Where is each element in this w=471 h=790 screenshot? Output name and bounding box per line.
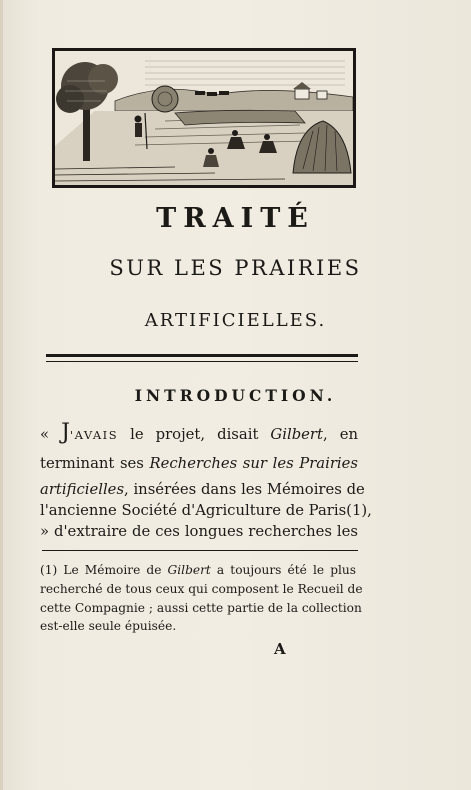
body-text: , en <box>322 426 358 443</box>
page-title: TRAITÉ <box>156 203 315 234</box>
body-line-5: » d'extraire de ces longues recherches les <box>40 523 358 540</box>
vignette-illustration <box>55 51 353 185</box>
title-line-3: ARTIFICIELLES. <box>144 310 327 331</box>
footnote-line-4: est-elle seule épuisée. <box>40 619 177 633</box>
body-line-1 <box>40 420 358 445</box>
body-line-2 <box>40 455 358 473</box>
section-heading: INTRODUCTION. <box>134 386 337 405</box>
footnote-text: a toujours été le plus <box>210 563 356 577</box>
body-line-3 <box>40 481 365 499</box>
body-line-4: l'ancienne Société d'Agriculture de Paris(1), <box>40 502 372 519</box>
footnote-line-1 <box>40 563 356 578</box>
body-italic: Gilbert <box>270 426 323 443</box>
body-italic: artificielles <box>40 481 125 498</box>
small-caps-word: 'AVAIS <box>69 428 119 442</box>
title-rule-thick <box>46 354 358 357</box>
body-italic: Recherches sur les Prairies <box>149 455 359 472</box>
open-quote: « <box>40 426 62 443</box>
dropcap-letter: J <box>61 420 70 445</box>
body-text: le projet, disait <box>118 426 271 443</box>
footnote-line-3: cette Compagnie ; aussi cette partie de la collection <box>40 601 362 615</box>
signature-mark: A <box>274 640 286 658</box>
title-line-2: SUR LES PRAIRIES <box>109 256 362 280</box>
title-rule-thin <box>46 361 358 362</box>
body-text: terminant ses <box>40 455 150 472</box>
footnote-separator <box>42 550 358 551</box>
footnote-text: (1) Le Mémoire de <box>40 563 168 577</box>
footnote-line-2: recherché de tous ceux qui composent le Recueil de <box>40 582 363 596</box>
footnote-italic: Gilbert <box>167 563 211 577</box>
body-text: , insérées dans les Mémoires de <box>124 481 365 498</box>
woodcut-vignette <box>52 48 356 188</box>
